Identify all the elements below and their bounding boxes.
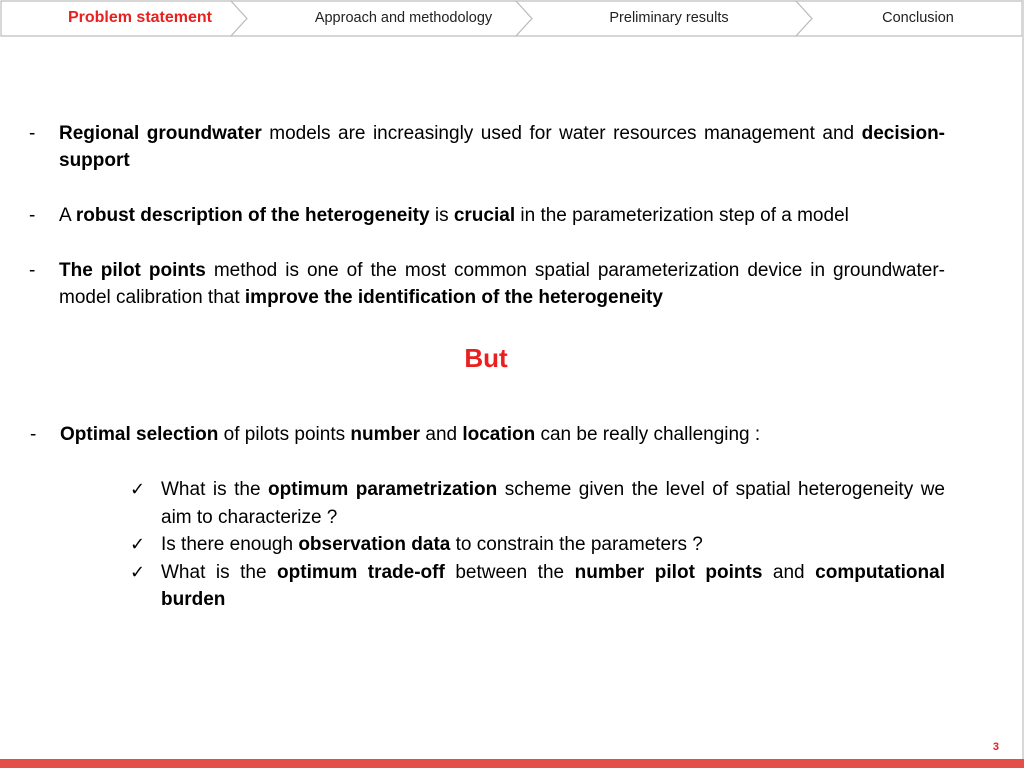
tab-approach-and-methodology[interactable]: Approach and methodology — [314, 10, 493, 26]
bottom-accent-bar — [0, 759, 1024, 768]
question-text: What is the — [161, 479, 269, 500]
bullet-text-bold: The pilot points — [59, 260, 206, 281]
bullet-robust-description — [29, 202, 945, 229]
bullet-text: can be really challenging : — [535, 424, 761, 445]
question-item — [130, 559, 945, 614]
tab-problem-statement[interactable]: Problem statement — [67, 9, 213, 26]
question-text-bold: number pilot points — [574, 561, 763, 583]
question-text-bold: observation data — [298, 534, 451, 555]
bullet-text-bold: decision-support — [59, 123, 945, 171]
bullet-regional-groundwater — [29, 120, 945, 174]
tab-preliminary-results[interactable]: Preliminary results — [609, 10, 729, 26]
bullet-text: models are increasingly used for water resources management and — [261, 123, 862, 144]
question-text: scheme given the level of spatial heterogeneity we aim to characterize ? — [161, 479, 945, 528]
bullet-text-bold: robust description of the heterogeneity — [75, 205, 430, 226]
bullet-dash: - — [29, 123, 36, 144]
bullet-dash: - — [29, 260, 36, 281]
bullet-text-bold: improve the identification of the heterogeneity — [244, 287, 663, 308]
question-text-bold: optimum trade-off — [277, 561, 445, 583]
question-text: between the — [444, 561, 575, 583]
question-text-bold: optimum parametrization — [268, 479, 498, 500]
question-text: What is the — [161, 561, 278, 583]
bullet-text-bold: crucial — [453, 205, 516, 226]
bullet-text: method is one of the most common spatial parameterization device in groundwater-model calibration that — [59, 260, 945, 308]
tab-conclusion[interactable]: Conclusion — [882, 10, 954, 26]
bullet-dash: - — [29, 205, 36, 226]
checkmark-icon: ✓ — [130, 534, 146, 555]
bullet-text: and — [420, 424, 463, 445]
bullet-text: A — [59, 205, 76, 226]
bullet-text: in the parameterization step of a model — [515, 205, 849, 226]
page-number: 3 — [992, 741, 999, 753]
checkmark-icon: ✓ — [130, 479, 146, 500]
question-text: and — [762, 561, 816, 583]
question-list — [130, 476, 945, 614]
bullet-text-bold: Optimal selection — [60, 424, 219, 445]
bullet-pilot-points — [29, 257, 945, 311]
question-item — [130, 531, 945, 559]
bullet-text-bold: location — [462, 424, 536, 445]
bullet-text-bold: Regional groundwater — [59, 123, 262, 144]
question-text-bold: computational burden — [161, 561, 945, 610]
but-heading: But — [464, 343, 508, 373]
bullet-optimal-selection — [30, 421, 960, 448]
checkmark-icon: ✓ — [130, 561, 146, 583]
question-text: to constrain the parameters ? — [450, 534, 703, 555]
question-item — [130, 476, 945, 531]
bullet-text: is — [429, 205, 454, 226]
bullet-dash: - — [30, 424, 37, 445]
bullet-text-bold: number — [350, 424, 421, 445]
bullet-text: of pilots points — [218, 424, 351, 445]
question-text: Is there enough — [161, 534, 299, 555]
